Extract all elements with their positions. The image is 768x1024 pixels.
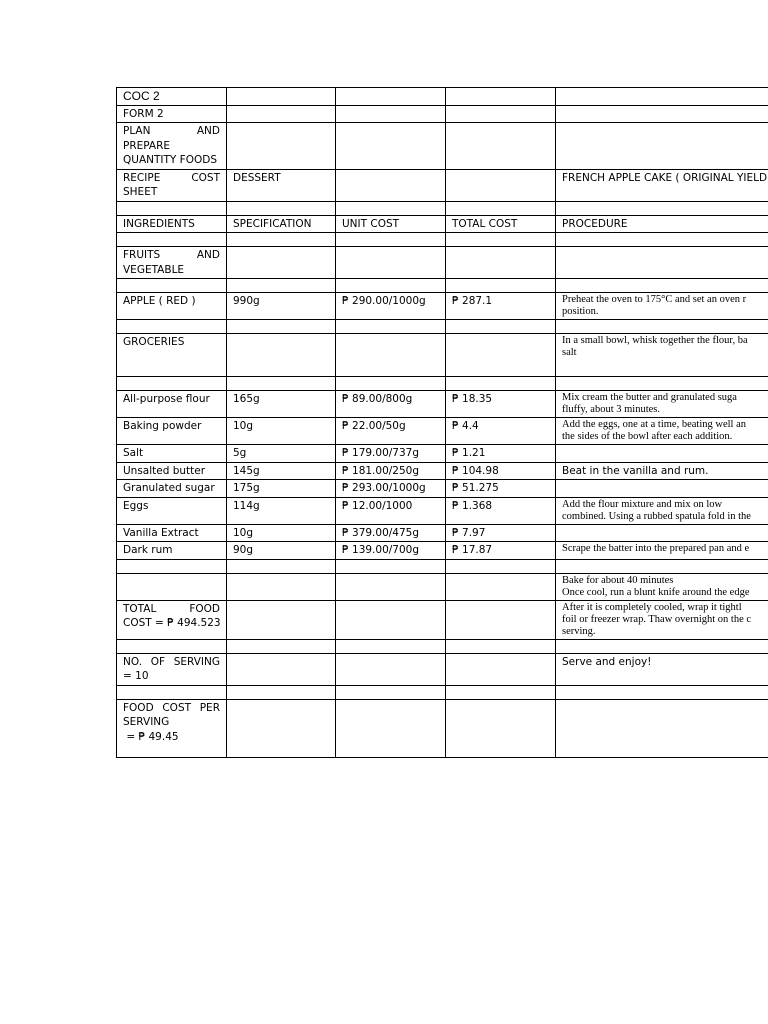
ingredient-unit-cost: ₱ 181.00/250g (336, 462, 446, 480)
ingredient-row (117, 480, 768, 498)
ingredient-total-cost: ₱ 18.35 (446, 391, 556, 418)
recipe-cost-sheet-label: RECIPE COST SHEET (117, 169, 227, 201)
procedure-step: In a small bowl, whisk together the flour, ba salt (556, 334, 768, 377)
procedure-step: Serve and enjoy! (556, 653, 768, 685)
table-row (117, 88, 768, 106)
ingredient-name: Unsalted butter (117, 462, 227, 480)
ingredient-list (117, 391, 768, 560)
total-row (117, 600, 768, 639)
procedure-step (556, 524, 768, 542)
ingredient-row (117, 418, 768, 445)
ingredient-spec: 10g (227, 524, 336, 542)
plan-label: PLAN AND PREPARE QUANTITY FOODS (117, 123, 227, 170)
procedure-step (556, 480, 768, 498)
procedure-step: Scrape the batter into the prepared pan and e (556, 542, 768, 560)
total-food-cost-label: TOTAL FOOD COST = ₱ 494.523 (117, 600, 227, 639)
ingredient-name: Eggs (117, 497, 227, 524)
procedure-step: Add the flour mixture and mix on low combined. Using a rubbed spatula fold in the (556, 497, 768, 524)
procedure-step: Mix cream the butter and granulated suga fluffy, about 3 minutes. (556, 391, 768, 418)
ingredient-unit-cost: ₱ 179.00/737g (336, 445, 446, 463)
ingredient-unit-cost: ₱ 379.00/475g (336, 524, 446, 542)
ingredient-unit-cost: ₱ 22.00/50g (336, 418, 446, 445)
servings-label: NO. OF SERVING = 10 (117, 653, 227, 685)
form-label: FORM 2 (117, 105, 227, 123)
groceries-section-label: GROCERIES (117, 334, 227, 377)
ingredient-unit-cost: ₱ 12.00/1000 (336, 497, 446, 524)
cost-table (116, 87, 768, 758)
ingredient-name: All-purpose flour (117, 391, 227, 418)
recipe-cost-sheet (116, 87, 768, 758)
table-row (117, 123, 768, 170)
ingredient-row (117, 524, 768, 542)
ingredient-name: APPLE ( RED ) (117, 293, 227, 320)
category-value: DESSERT (227, 169, 336, 201)
servings-row (117, 653, 768, 685)
ingredient-total-cost: ₱ 51.275 (446, 480, 556, 498)
table-row (117, 639, 768, 653)
header-row (117, 215, 768, 233)
ingredient-name: Baking powder (117, 418, 227, 445)
food-cost-per-serving-label: FOOD COST PER SERVING = ₱ 49.45 (117, 699, 227, 757)
procedure-step: After it is completely cooled, wrap it tightl foil or freezer wrap. Thaw overnight on the c serving. (556, 600, 768, 639)
table-row (117, 573, 768, 600)
ingredient-spec: 145g (227, 462, 336, 480)
column-header: UNIT COST (336, 215, 446, 233)
ingredient-spec: 114g (227, 497, 336, 524)
ingredient-spec: 175g (227, 480, 336, 498)
table-row (117, 201, 768, 215)
procedure-step: Bake for about 40 minutes Once cool, run a blunt knife around the edge (556, 573, 768, 600)
section-row (117, 334, 768, 377)
ingredient-name: Vanilla Extract (117, 524, 227, 542)
ingredient-spec: 5g (227, 445, 336, 463)
ingredient-spec: 990g (227, 293, 336, 320)
procedure-step (556, 445, 768, 463)
ingredient-row (117, 462, 768, 480)
ingredient-total-cost: ₱ 7.97 (446, 524, 556, 542)
ingredient-name: Dark rum (117, 542, 227, 560)
per-serving-row (117, 699, 768, 757)
table-row (117, 279, 768, 293)
ingredient-total-cost: ₱ 104.98 (446, 462, 556, 480)
section-row (117, 247, 768, 279)
ingredient-row (117, 293, 768, 320)
ingredient-spec: 10g (227, 418, 336, 445)
ingredient-total-cost: ₱ 287.1 (446, 293, 556, 320)
column-header: PROCEDURE (556, 215, 768, 233)
ingredient-total-cost: ₱ 17.87 (446, 542, 556, 560)
recipe-name: FRENCH APPLE CAKE ( ORIGINAL YIELD (556, 169, 768, 201)
table-row (117, 320, 768, 334)
ingredient-row (117, 391, 768, 418)
column-header: INGREDIENTS (117, 215, 227, 233)
ingredient-spec: 165g (227, 391, 336, 418)
procedure-step: Preheat the oven to 175°C and set an oven r position. (556, 293, 768, 320)
ingredient-total-cost: ₱ 1.21 (446, 445, 556, 463)
ingredient-row (117, 497, 768, 524)
coc-label: COC 2 (117, 88, 227, 106)
table-row (117, 377, 768, 391)
table-row (117, 169, 768, 201)
ingredient-name: Salt (117, 445, 227, 463)
table-row (117, 559, 768, 573)
ingredient-unit-cost: ₱ 293.00/1000g (336, 480, 446, 498)
ingredient-row (117, 445, 768, 463)
table-row (117, 105, 768, 123)
ingredient-name: Granulated sugar (117, 480, 227, 498)
procedure-step: Add the eggs, one at a time, beating well an the sides of the bowl after each addition. (556, 418, 768, 445)
ingredient-total-cost: ₱ 1.368 (446, 497, 556, 524)
ingredient-unit-cost: ₱ 290.00/1000g (336, 293, 446, 320)
table-row (117, 685, 768, 699)
table-row (117, 233, 768, 247)
fruits-section-label: FRUITS AND VEGETABLE (117, 247, 227, 279)
ingredient-unit-cost: ₱ 89.00/800g (336, 391, 446, 418)
column-header: SPECIFICATION (227, 215, 336, 233)
ingredient-spec: 90g (227, 542, 336, 560)
procedure-step: Beat in the vanilla and rum. (556, 462, 768, 480)
column-header: TOTAL COST (446, 215, 556, 233)
ingredient-unit-cost: ₱ 139.00/700g (336, 542, 446, 560)
ingredient-row (117, 542, 768, 560)
ingredient-total-cost: ₱ 4.4 (446, 418, 556, 445)
